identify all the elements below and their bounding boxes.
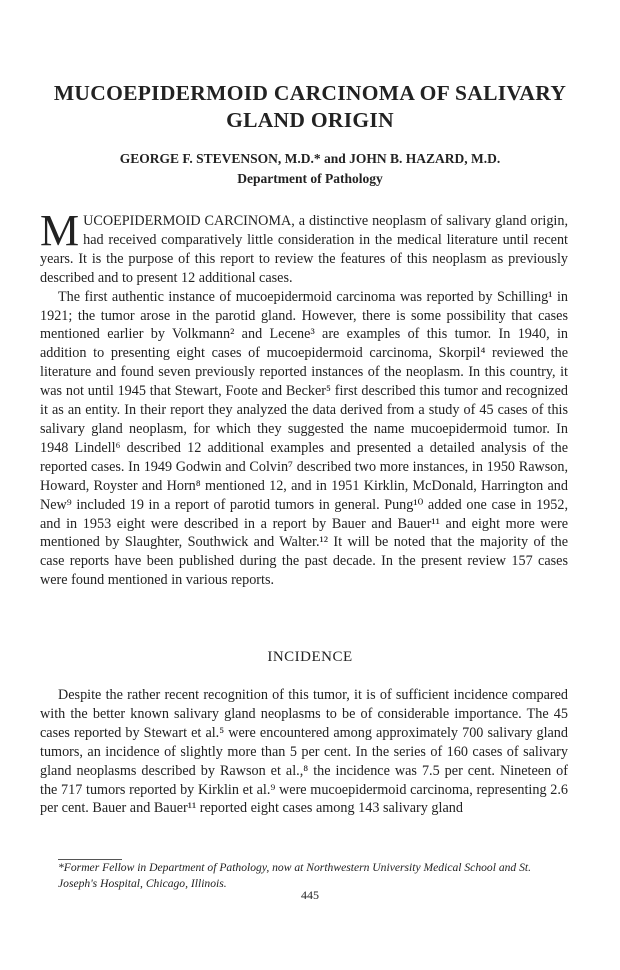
article-title (40, 80, 580, 134)
incidence-section (40, 686, 568, 818)
drop-cap: M (40, 206, 80, 255)
introduction-section (40, 206, 568, 590)
page-number: 445 (301, 888, 319, 902)
title-line-1: MUCOEPIDERMOID CARCINOMA OF SALIVARY (53, 81, 567, 105)
intro-paragraph-2: The first authentic instance of mucoepidermoid carcinoma was reported by Schilling¹ in 1921; the tumor arose in the parotid gland. However, there is some possibility that cases mentioned earlier by Volkmann² and Lecene³ are examples of this tumor. In 1940, in addition to presenting eight cases of mucoepidermoid carcinoma, Skorpil⁴ reviewed the literature and found seven previously reported instances of the neoplasm. In this country, it was not until 1945 that Stewart, Foote and Becker⁵ first described this tumor and recognized it as an entity. In their report they analyzed the data derived from a study of 45 cases of this salivary gland neoplasm, for which they suggested the name mucoepidermoid tumor. In 1948 Lindell⁶ described 12 additional examples and presented a detailed analysis of the reported cases. In 1949 Godwin and Colvin⁷ described two more instances, in 1950 Rawson, Howard, Royster and Horn⁸ mentioned 12, and in 1951 Kirklin, McDonald, Harrington and New⁹ included 19 in a report of parotid tumors in general. Pung¹⁰ added one case in 1952, and in 1953 eight were described in a report by Bauer and Bauer¹¹ and eight more were mentioned by Slaughter, Southwick and Walter.¹² It will be noted that the majority of the case reports have been published during the past decade. In the present review 157 cases were found mentioned in various reports. (40, 288, 568, 589)
incidence-paragraph-1: Despite the rather recent recognition of this tumor, it is of sufficient incidence compared with the better known salivary gland neoplasms to be of considerable importance. The 45 cases reported by Stewart et al.⁵ were encountered among approximately 700 salivary gland tumors, an incidence of slightly more than 5 per cent. In the series of 160 cases of salivary gland neoplasms described by Rawson et al.,⁸ the incidence was 7.5 per cent. Nineteen of the 717 tumors reported by Kirklin et al.⁹ were mucoepidermoid carcinoma, representing 2.6 per cent. Bauer and Bauer¹¹ reported eight cases among 143 salivary gland (40, 687, 568, 817)
author-footnote: *Former Fellow in Department of Pathology, now at Northwestern University Medical School and St. Joseph's Hospital, Chicago, Illinois. (58, 861, 532, 890)
title-line-2: GLAND ORIGIN (226, 108, 394, 132)
section-heading-incidence: INCIDENCE (267, 649, 353, 665)
author-line: GEORGE F. STEVENSON, M.D.* and JOHN B. HAZARD, M.D. (119, 151, 501, 166)
intro-paragraph-1-text: UCOEPIDERMOID CARCINOMA, a distinctive neoplasm of salivary gland origin, had received comparatively little consideration in the medical literature until recent years. It is the purpose of this report to review the features of this neoplasm as previously described and to present 12 additional cases. (40, 213, 568, 286)
department-line: Department of Pathology (237, 171, 383, 186)
intro-paragraph-1 (40, 206, 568, 288)
